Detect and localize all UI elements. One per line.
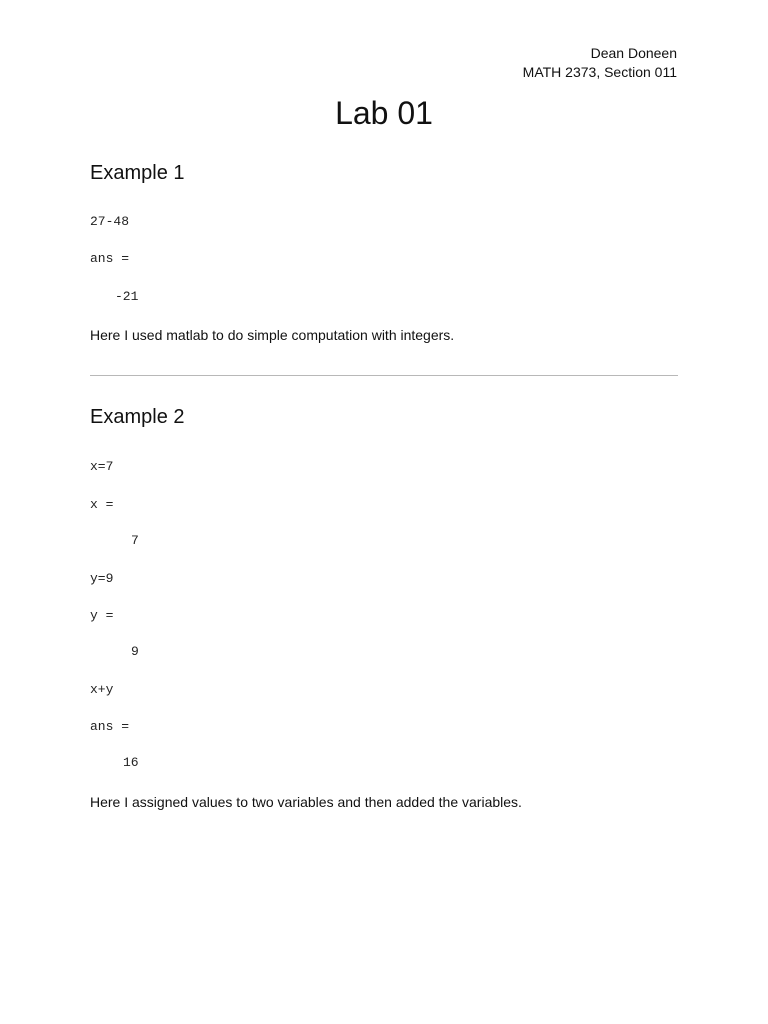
course-section: MATH 2373, Section 011 [522, 64, 677, 80]
example-1-heading: Example 1 [90, 162, 185, 184]
example-2-ans-label: ans = [90, 719, 130, 734]
example-2-assign-x: x=7 [90, 459, 114, 474]
example-2-y-value: 9 [131, 644, 139, 659]
example-2-description: Here I assigned values to two variables and then added the variables. [90, 794, 522, 810]
header-block [523, 44, 677, 82]
document-title: Lab 01 [335, 95, 433, 131]
author-name: Dean Doneen [590, 45, 677, 61]
example-1-ans-label: ans = [90, 251, 130, 266]
section-divider [90, 375, 678, 376]
example-1-description: Here I used matlab to do simple computation with integers. [90, 327, 455, 343]
example-1-command: 27-48 [90, 214, 130, 229]
example-2-ans-value: 16 [123, 755, 139, 770]
example-2-assign-y: y=9 [90, 571, 114, 586]
example-2-heading: Example 2 [90, 406, 185, 428]
example-2-y-label: y = [90, 608, 114, 623]
example-2-x-value: 7 [131, 533, 139, 548]
example-2-sum-command: x+y [90, 682, 114, 697]
example-2-x-label: x = [90, 497, 114, 512]
example-1-ans-value: -21 [115, 289, 139, 304]
